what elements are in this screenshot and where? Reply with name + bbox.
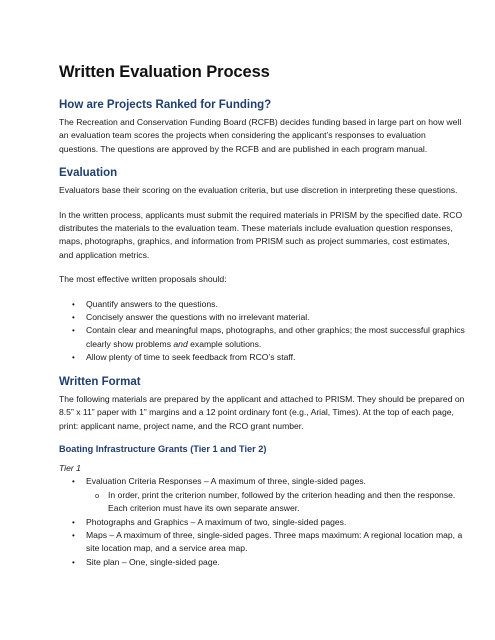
list-item <box>59 475 465 488</box>
list-item-text: Evaluation Criteria Responses – A maximum of three, single-sided pages. <box>86 476 366 487</box>
bullet-icon: • <box>72 299 75 309</box>
list-item <box>59 311 465 324</box>
list-item-text: Contain clear and meaningful maps, photographs, and other graphics; the most successful graphics clearly show problems <box>86 325 465 349</box>
tier1-materials-list <box>59 475 465 488</box>
list-item-text: In order, print the criterion number, followed by the criterion heading and then the response. Each criterion must have its own separate answer. <box>108 489 456 514</box>
bullet-icon: • <box>72 353 75 363</box>
ranking-paragraph: The Recreation and Conservation Funding Board (RCFB) decides funding based in large part on how well an evaluation team scores the projects when considering the applicant’s responses to evaluation questions. The questions are approved by the RCFB and are published in each program manual. <box>59 117 462 154</box>
bullet-icon: • <box>72 517 75 527</box>
effective-proposals-list <box>59 298 465 365</box>
list-item <box>59 529 465 556</box>
list-item <box>59 351 465 364</box>
list-item <box>59 556 465 569</box>
bullet-icon: • <box>72 313 75 323</box>
list-item-text: Maps – A maximum of three, single-sided pages. Three maps maximum: A regional location map, a site location map, and a service area map. <box>86 529 463 554</box>
tier1-materials-list-continued <box>59 516 465 570</box>
list-item-emphasis: and <box>173 338 188 349</box>
evaluation-paragraph-2: In the written process, applicants must submit the required materials in PRISM by the specified date. RCO distributes the materials to the evaluation team. These materials include evaluation question responses, maps, photographs, graphics, and information from PRISM such as project summaries, cost estimates, and application metrics. <box>59 209 463 260</box>
page-title: Written Evaluation Process <box>59 63 270 81</box>
tier-label: Tier 1 <box>59 462 81 473</box>
bullet-icon: • <box>72 477 75 487</box>
circle-bullet-icon: o <box>95 490 100 500</box>
evaluation-paragraph-3: The most effective written proposals should: <box>59 274 227 285</box>
written-format-heading: Written Format <box>59 375 141 388</box>
list-item <box>59 516 465 529</box>
list-item-text: Site plan – One, single-sided page. <box>86 556 220 567</box>
boating-grants-subheading: Boating Infrastructure Grants (Tier 1 and Tier 2) <box>59 443 267 454</box>
list-item <box>59 324 465 351</box>
list-item-text: Allow plenty of time to seek feedback from RCO’s staff. <box>86 352 296 363</box>
ranking-heading: How are Projects Ranked for Funding? <box>59 99 272 111</box>
sub-list-item <box>59 489 465 516</box>
list-item-text: Concisely answer the questions with no irrelevant material. <box>86 312 310 323</box>
evaluation-heading: Evaluation <box>59 167 118 180</box>
tier1-sublist <box>59 489 465 516</box>
bullet-icon: • <box>72 326 75 336</box>
list-item-text: Photographs and Graphics – A maximum of two, single-sided pages. <box>86 516 347 527</box>
written-format-paragraph: The following materials are prepared by the applicant and attached to PRISM. They should be prepared on 8.5” x 11” paper with 1” margins and a 12 point ordinary font (e.g., Arial, Times). At the top of each page, print: applicant name, project name, and the RCO grant number. <box>59 393 465 431</box>
list-item-text: Quantify answers to the questions. <box>86 298 218 309</box>
bullet-icon: • <box>72 530 75 540</box>
evaluation-paragraph-1: Evaluators base their scoring on the evaluation criteria, but use discretion in interpreting these questions. <box>59 185 458 196</box>
list-item-text: example solutions. <box>187 338 262 349</box>
bullet-icon: • <box>72 557 75 567</box>
list-item <box>59 298 465 311</box>
